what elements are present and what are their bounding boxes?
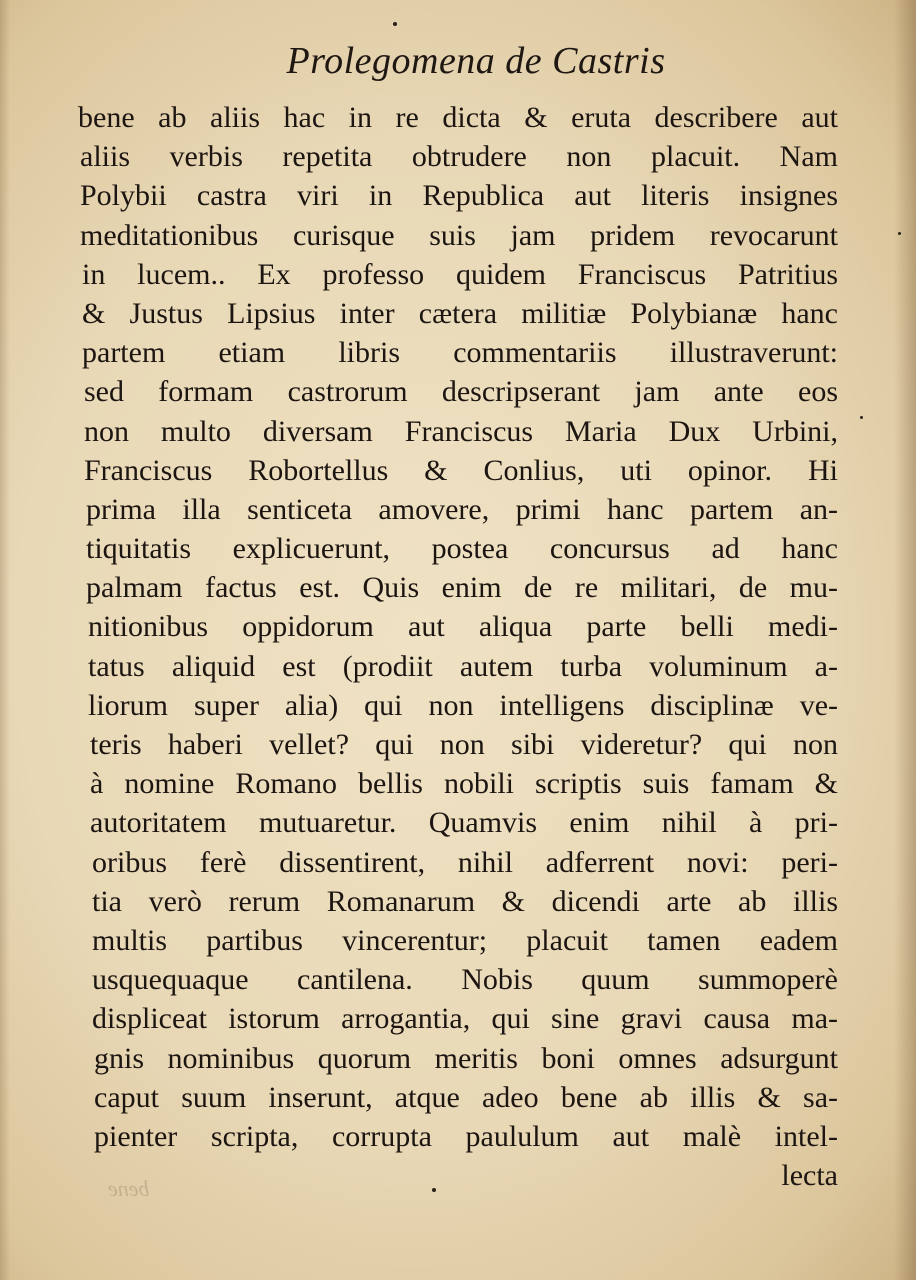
text-line: sed formam castrorum descripserant jam ante eos	[84, 375, 838, 409]
text-line: tatus aliquid est (prodiit autem turba voluminum a-	[88, 649, 838, 683]
text-line: pienter scripta, corrupta paululum aut malè intel-	[94, 1119, 838, 1153]
show-through-text: bene	[108, 1176, 150, 1201]
text-line: liorum super alia) qui non intelligens disciplinæ ve-	[88, 688, 838, 722]
text-line: à nomine Romano bellis nobili scriptis suis famam &	[90, 767, 838, 801]
text-line: teris haberi vellet? qui non sibi videretur? qui non	[90, 728, 838, 761]
text-line: non multo diversam Franciscus Maria Dux Urbini,	[84, 414, 838, 448]
text-line: tiquitatis explicuerunt, postea concursus ad hanc	[86, 532, 838, 566]
text-line: prima illa senticeta amovere, primi hanc partem an-	[86, 492, 838, 526]
paper-speck	[860, 416, 863, 419]
text-line: usquequaque cantilena. Nobis quum summoperè	[92, 963, 838, 997]
text-line: Polybii castra viri in Republica aut literis insignes	[80, 179, 838, 213]
text-line: in lucem.. Ex professo quidem Franciscus Patritius	[82, 257, 838, 291]
catchword: lecta	[781, 1159, 838, 1193]
text-line: nitionibus oppidorum aut aliqua parte belli medi-	[88, 610, 838, 644]
paper-speck	[393, 22, 397, 26]
text-line: aliis verbis repetita obtrudere non placuit. Nam	[80, 140, 838, 174]
text-line: displiceat istorum arrogantia, qui sine gravi causa ma-	[92, 1002, 838, 1036]
text-line: bene ab aliis hac in re dicta & eruta describere aut	[78, 101, 838, 134]
running-head: Prolegomena de Castris	[286, 40, 666, 82]
text-line: & Justus Lipsius inter cætera militiæ Polybianæ hanc	[82, 296, 838, 330]
paper-speck	[898, 232, 901, 235]
page-edge-left	[0, 0, 10, 1280]
text-line: meditationibus curisque suis jam pridem revocarunt	[80, 218, 838, 252]
text-line: caput suum inserunt, atque adeo bene ab illis & sa-	[94, 1080, 838, 1114]
text-line: palmam factus est. Quis enim de re militari, de mu-	[86, 571, 838, 605]
text-line: tia verò rerum Romanarum & dicendi arte ab illis	[92, 884, 838, 918]
page-edge-right	[894, 0, 916, 1280]
text-line: partem etiam libris commentariis illustraverunt:	[82, 336, 838, 370]
body-text	[78, 98, 838, 1195]
paper-speck	[432, 1188, 436, 1192]
text-line: Franciscus Robortellus & Conlius, uti opinor. Hi	[84, 453, 838, 487]
text-line: multis partibus vincerentur; placuit tamen eadem	[92, 923, 838, 957]
text-line: gnis nominibus quorum meritis boni omnes adsurgunt	[94, 1041, 838, 1075]
text-line: autoritatem mutuaretur. Quamvis enim nihil à pri-	[90, 806, 838, 840]
text-line: oribus ferè dissentirent, nihil adferrent novi: peri-	[92, 845, 838, 879]
